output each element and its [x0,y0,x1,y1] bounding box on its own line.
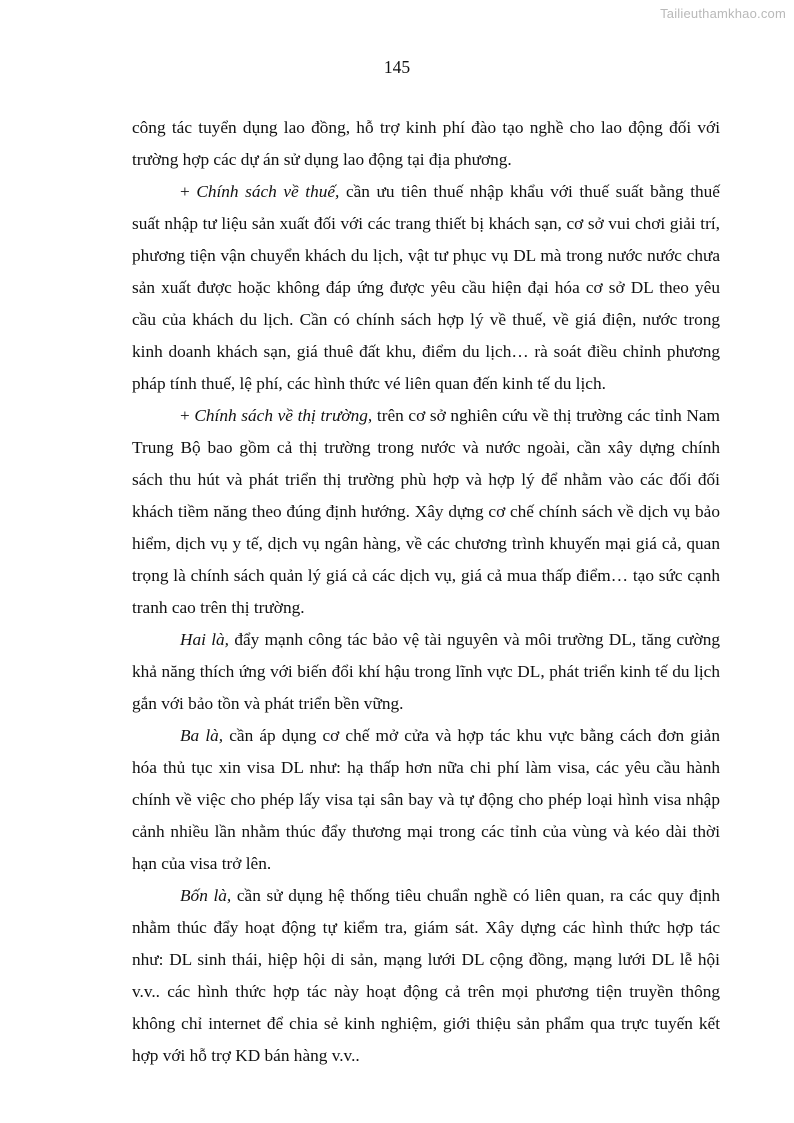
text-line: không chỉ internet để chia sẻ kinh nghiệm, giới thiệu sản phẩm qua trực tuyến kết [132,1014,720,1033]
text-line: kinh doanh khách sạn, giá thuê đất khu, điểm du lịch… rà soát điều chỉnh phương [132,342,720,361]
text-line [132,624,720,656]
text-line: trọng là chính sách quản lý giá cả các dịch vụ, giá cả mua thấp điểm… tạo sức cạnh [132,566,720,585]
paragraph-tax-policy [132,176,720,400]
line-rest: đẩy mạnh công tác bảo vệ tài nguyên và môi trường DL, tăng cường [229,630,720,649]
text-line: hợp với hỗ trợ KD bán hàng v.v.. [132,1046,360,1065]
text-line: pháp tính thuế, lệ phí, các hình thức vé liên quan đến kinh tế du lịch. [132,374,606,393]
italic-lead: Chính sách về thị trường, [194,406,373,425]
watermark: Tailieuthamkhao.com [660,6,786,21]
text-line [132,176,720,208]
text-line [132,880,720,912]
text-line: tranh cao trên thị trường. [132,598,305,617]
text-line: hiểm, dịch vụ y tế, dịch vụ ngân hàng, về các chương trình khuyến mại giá cả, quan [132,534,720,553]
paragraph-continuation [132,112,720,176]
text-line: cảnh nhiều lần nhằm thúc đẩy thương mại trong các tỉnh của vùng và kéo dài thời [132,822,720,841]
text-line: hạn của visa trở lên. [132,854,272,873]
italic-lead: Ba là, [180,726,224,745]
text-line: khả năng thích ứng với biến đổi khí hậu trong lĩnh vực DL, phát triển kinh tế du lịch [132,662,720,681]
text-line: khách tiềm năng theo đúng định hướng. Xây dựng cơ chế chính sách về dịch vụ bảo [132,502,720,521]
line-rest: cần sử dụng hệ thống tiêu chuẩn nghề có liên quan, ra các quy định [231,886,720,905]
text-line: suất nhập tư liệu sản xuất đối với các trang thiết bị khách sạn, cơ sở vui chơi giải trí, [132,214,720,233]
text-line: như: DL sinh thái, hiệp hội di sản, mạng lưới DL cộng đồng, mạng lưới DL lễ hội [132,950,720,969]
line-rest: cần áp dụng cơ chế mở cửa và hợp tác khu vực bằng cách đơn giản [223,726,720,745]
text-line: Trung Bộ bao gồm cả thị trường trong nước và nước ngoài, cần xây dựng chính [132,438,720,457]
bullet-prefix: + [180,406,195,425]
text-line: gắn với bảo tồn và phát triển bền vững. [132,694,404,713]
text-line: hóa thủ tục xin visa DL như: hạ thấp hơn nữa chi phí làm visa, các yêu cầu hành [132,758,720,777]
italic-lead: Chính sách về thuế, [196,182,340,201]
text-line: chính về việc cho phép lấy visa tại sân bay và tự động cho phép loại hình visa nhập [132,790,720,809]
line-rest: trên cơ sở nghiên cứu về thị trường các tỉnh Nam [372,406,720,425]
bullet-prefix: + [180,182,197,201]
italic-lead: Bốn là, [180,886,232,905]
text-line: phương tiện vận chuyển khách du lịch, vật tư phục vụ DL mà trong nước nước chưa [132,246,720,265]
text-line: trường hợp các dự án sử dụng lao động tại địa phương. [132,150,512,169]
text-line [132,720,720,752]
text-line: cầu của khách du lịch. Cần có chính sách hợp lý về thuế, về giá điện, nước trong [132,310,720,329]
paragraph-market-policy [132,400,720,624]
text-line: công tác tuyển dụng lao đồng, hỗ trợ kinh phí đào tạo nghề cho lao động đối với [132,118,720,137]
line-rest: cần ưu tiên thuế nhập khẩu với thuế suất bằng thuế [339,182,720,201]
document-body [132,112,720,1072]
text-line: nhằm thúc đẩy hoạt động tự kiểm tra, giám sát. Xây dựng các hình thức hợp tác [132,918,720,937]
text-line: v.v.. các hình thức hợp tác này hoạt động cả trên mọi phương tiện truyền thông [132,982,720,1001]
text-line: sách thu hút và phát triển thị trường phù hợp và hợp lý để nhằm vào các đối đối [132,470,720,489]
paragraph-second-point [132,624,720,720]
italic-lead: Hai là, [180,630,229,649]
text-line [132,400,720,432]
paragraph-third-point [132,720,720,880]
paragraph-fourth-point [132,880,720,1072]
text-line: sản xuất được hoặc không đáp ứng được yêu cầu hiện đại hóa cơ sở DL theo yêu [132,278,720,297]
page-number: 145 [383,57,411,77]
